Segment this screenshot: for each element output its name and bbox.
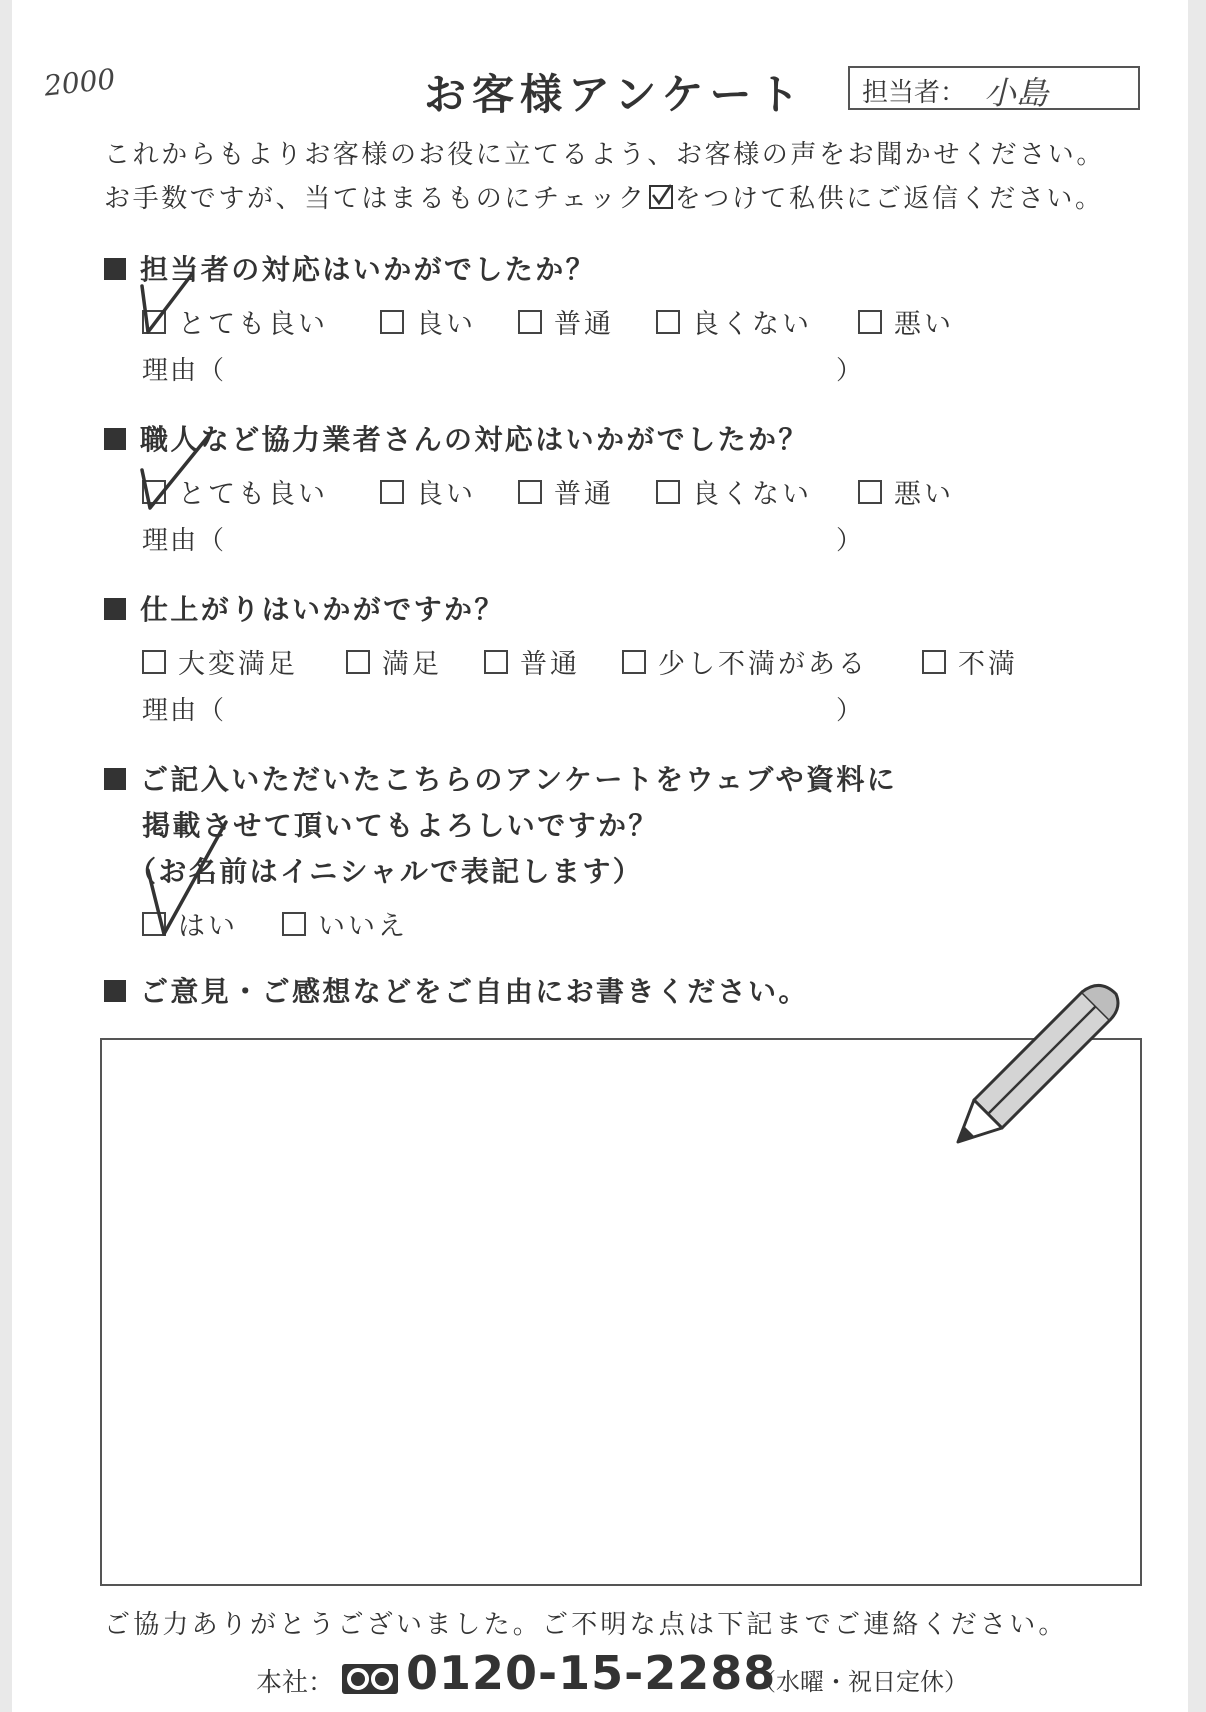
option-label: 普通: [554, 309, 614, 340]
question-3-text: 仕上がりはいかがですか？: [140, 593, 505, 626]
q1-option-normal[interactable]: [518, 302, 614, 341]
checkbox-example-icon: [649, 185, 673, 209]
checkbox[interactable]: [656, 480, 680, 504]
q3-option-satisfied[interactable]: [346, 642, 442, 681]
option-label: 悪い: [894, 309, 954, 340]
q2-option-bad[interactable]: [858, 472, 954, 511]
pencil-icon: [954, 978, 1124, 1146]
question-3-title: [104, 588, 505, 628]
bullet-square-icon: [104, 598, 126, 620]
option-label: 悪い: [894, 479, 954, 510]
checkbox[interactable]: [858, 480, 882, 504]
option-label: 普通: [554, 479, 614, 510]
q2-reason-input[interactable]: [222, 520, 832, 554]
q3-reason-label: 理由（: [142, 696, 227, 726]
phone-number[interactable]: 0120-15-2288: [406, 1646, 777, 1700]
handwritten-checkmark-icon: [142, 816, 232, 940]
handwritten-number: 2000: [42, 62, 117, 103]
q1-reason-label: 理由（: [142, 356, 227, 386]
option-label: 良くない: [692, 479, 812, 510]
q1-option-good[interactable]: [380, 302, 476, 341]
q3-reason-close: ）: [836, 696, 863, 726]
q3-option-very-satisfied[interactable]: [142, 642, 298, 681]
checkbox[interactable]: [518, 310, 542, 334]
free-dial-icon: [342, 1664, 398, 1694]
q1-reason-close: ）: [836, 356, 863, 386]
survey-sheet: [12, 0, 1188, 1712]
checkbox[interactable]: [380, 480, 404, 504]
option-label: とても良い: [178, 309, 328, 340]
checkbox[interactable]: [380, 310, 404, 334]
checkbox[interactable]: [484, 650, 508, 674]
q2-option-normal[interactable]: [518, 472, 614, 511]
intro-line-1: これからもよりお客様のお役に立てるよう、お客様の声をお聞かせください。: [104, 140, 1106, 170]
bullet-square-icon: [104, 258, 126, 280]
q2-option-good[interactable]: [380, 472, 476, 511]
checkbox[interactable]: [922, 650, 946, 674]
option-label: 不満: [958, 649, 1018, 680]
question-4-text-line2: 掲載させて頂いてもよろしいですか？: [142, 809, 659, 842]
option-label: 満足: [382, 649, 442, 680]
checkbox[interactable]: [518, 480, 542, 504]
option-label: 普通: [520, 649, 580, 680]
option-label: 良くない: [692, 309, 812, 340]
q1-option-bad[interactable]: [858, 302, 954, 341]
staff-label: 担当者：: [862, 78, 967, 108]
option-label: いいえ: [318, 911, 408, 942]
q3-option-slightly-unsatisfied[interactable]: [622, 642, 868, 681]
question-4-title: [104, 758, 897, 798]
q2-reason-label: 理由（: [142, 526, 227, 556]
checkbox[interactable]: [656, 310, 680, 334]
q1-reason-input[interactable]: [222, 350, 832, 384]
option-label: 良い: [416, 309, 476, 340]
staff-box: [848, 66, 1140, 110]
page-title: お客様アンケート: [424, 70, 806, 119]
option-label: とても良い: [178, 479, 328, 510]
q3-reason-input[interactable]: [222, 690, 832, 724]
intro-line-2a: お手数ですが、当てはまるものにチェック: [104, 184, 647, 214]
checkbox[interactable]: [346, 650, 370, 674]
question-2-text: 職人など協力業者さんの対応はいかがでしたか？: [140, 423, 809, 456]
intro-line-2: [104, 178, 1104, 215]
question-4-text-line1: ご記入いただいたこちらのアンケートをウェブや資料に: [140, 763, 898, 796]
option-label: はい: [178, 911, 238, 942]
q3-option-unsatisfied[interactable]: [922, 642, 1018, 681]
handwritten-checkmark-icon: [136, 270, 196, 346]
bullet-square-icon: [104, 980, 126, 1002]
option-label: 少し不満がある: [658, 649, 868, 680]
q1-option-not-good[interactable]: [656, 302, 812, 341]
q2-reason-close: ）: [836, 526, 863, 556]
bullet-square-icon: [104, 428, 126, 450]
checkbox[interactable]: [282, 912, 306, 936]
checkbox[interactable]: [858, 310, 882, 334]
question-4-text-line3: （お名前はイニシャルで表記します）: [128, 855, 644, 888]
question-5-title: [104, 970, 809, 1010]
footer-thanks: ご協力ありがとうございました。ご不明な点は下記までご連絡ください。: [104, 1610, 1068, 1640]
handwritten-checkmark-icon: [136, 428, 216, 514]
question-1-text: 担当者の対応はいかがでしたか？: [140, 253, 597, 286]
business-hours: （水曜・祝日定休）: [752, 1668, 968, 1696]
checkbox[interactable]: [142, 650, 166, 674]
hq-label: 本社：: [256, 1668, 335, 1698]
intro-line-2b: をつけて私供にご返信ください。: [674, 184, 1104, 214]
q3-option-normal[interactable]: [484, 642, 580, 681]
option-label: 良い: [416, 479, 476, 510]
checkbox[interactable]: [622, 650, 646, 674]
question-5-text: ご意見・ご感想などをご自由にお書きください。: [140, 975, 809, 1008]
bullet-square-icon: [104, 768, 126, 790]
staff-name-handwritten[interactable]: 小島: [984, 74, 1049, 112]
option-label: 大変満足: [178, 649, 298, 680]
q4-option-no[interactable]: [282, 904, 408, 943]
q2-option-not-good[interactable]: [656, 472, 812, 511]
